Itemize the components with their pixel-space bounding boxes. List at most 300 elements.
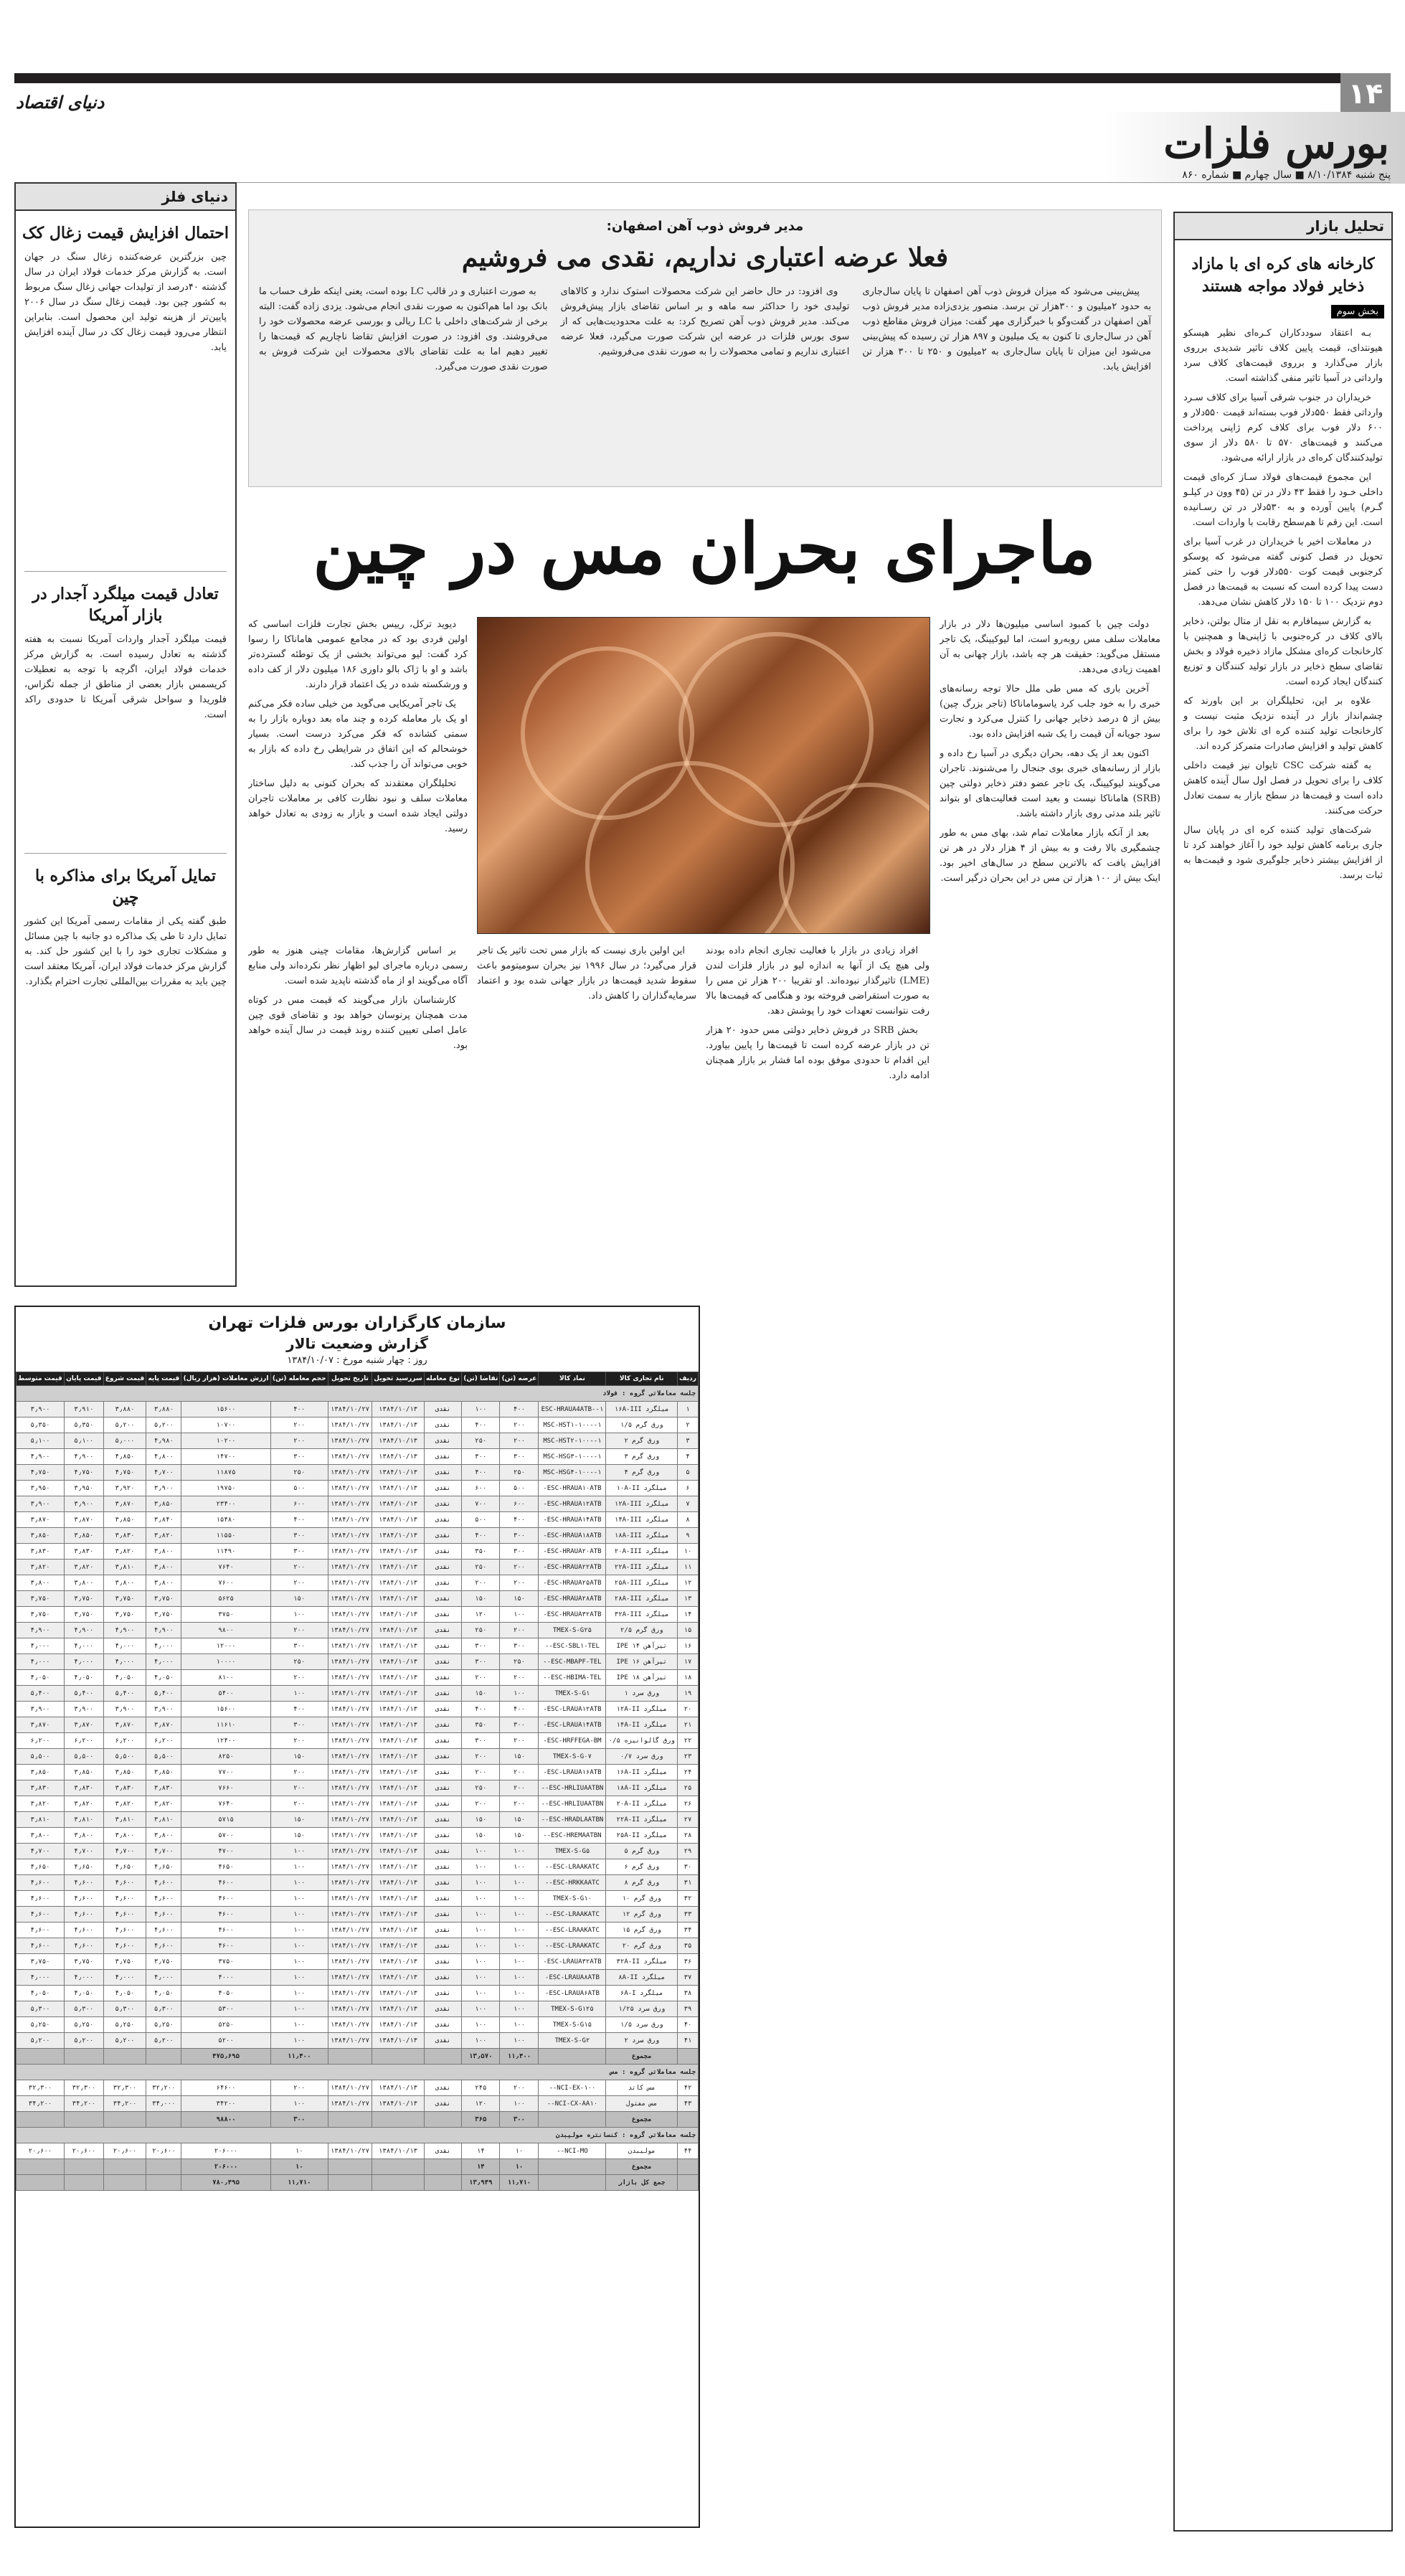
table-cell: ۱۰۰ — [462, 2017, 500, 2033]
table-cell: ۱۰۰ — [500, 2096, 539, 2112]
table-cell: ۷۶۴۰ — [181, 1796, 270, 1812]
table-cell: ۳٫۸۵۰ — [65, 1528, 104, 1544]
table-cell: ۱۳۸۴/۱۰/۲۷ — [328, 1780, 372, 1796]
table-cell: ۱۵۰ — [500, 1812, 539, 1828]
table-cell: ۱۳۸۴/۱۰/۱۳ — [372, 2017, 425, 2033]
main-story-col4 — [477, 943, 696, 1306]
table-cell: ESC-HRAUA4ATB--۱ — [539, 1402, 606, 1417]
table-cell: ۷ — [677, 1496, 698, 1512]
table-cell: ۱۰۰ — [500, 1844, 539, 1859]
table-cell: میلگرد ۲۸A-III — [606, 1591, 678, 1607]
table-cell: ۱۰ — [500, 2159, 539, 2175]
table-cell: میلگرد ۱۴A-II — [606, 1717, 678, 1733]
table-cell: ۳۰۰ — [270, 1528, 328, 1544]
table-cell: ۳٫۸۷۰ — [16, 1717, 65, 1733]
table-cell — [677, 2049, 698, 2065]
table-cell: میلگرد ۲۵A-III — [606, 1575, 678, 1591]
table-cell: ۵۷۱۵ — [181, 1812, 270, 1828]
masthead-bar — [14, 73, 1391, 83]
table-cell: ۵۶۲۵ — [181, 1591, 270, 1607]
table-cell: میلگرد ۱۲A-II — [606, 1702, 678, 1717]
table-row — [16, 1607, 699, 1623]
table-cell: ۴٫۶۰۰ — [146, 1891, 181, 1907]
table-cell: ۱۳۸۴/۱۰/۲۷ — [328, 1765, 372, 1780]
table-cell: ۳٫۹۵۰ — [16, 1481, 65, 1496]
paragraph: به صورت اعتباری و در قالب LC بوده است، یعنی اینکه طرف حساب ما بانک بود اما هم‌اکنون به صورت نقدی انجام می‌شود. یزدی زاده گفت: البته برخی از شرکت‌های داخلی با LC ریالی و بورسی عرضه محصولات خود را می‌فروشند. وی افزود: در صورت افزایش تقاضا ناچاریم که قیمت‌ها را تغییر دهیم اما به علت تقاضای بالای محصولات این شرکت فروش به صورت نقدی صورت می‌گیرد. — [258, 286, 548, 372]
table-row — [16, 2017, 699, 2033]
table-cell: ۱۵۰ — [270, 1591, 328, 1607]
table-cell: ۱۳۸۴/۱۰/۲۷ — [328, 1575, 372, 1591]
table-cell: ESC-LRAUA۱۴ATB- — [539, 1717, 606, 1733]
dateline: پنج شنبه ۸/۱۰/۱۳۸۴ ■ سال چهارم ■ شماره ۸۶۰ — [14, 169, 1391, 183]
table-cell: ۱۳۸۴/۱۰/۲۷ — [328, 1717, 372, 1733]
table-cell: ۱۳۸۴/۱۰/۱۳ — [372, 1922, 425, 1938]
table-cell: ESC-LRAAKATC-- — [539, 1859, 606, 1875]
table-cell: ۱۳۸۴/۱۰/۱۳ — [372, 1670, 425, 1686]
table-cell: ۳۴٫۲۰۰ — [65, 2096, 104, 2112]
table-cell: ۳۲٫۲۰۰ — [146, 2080, 181, 2096]
table-cell: ۵٫۲۰۰ — [103, 2033, 146, 2049]
table-cell: ESC-HRFFEGA-BM- — [539, 1733, 606, 1749]
table-cell: ۵٫۴۰۰ — [103, 1686, 146, 1702]
table-cell: نقدی — [424, 1528, 461, 1544]
table-cell: ۳٫۸۷۰ — [146, 1717, 181, 1733]
table-cell: ۳۰۰ — [500, 1449, 539, 1465]
table-cell: ورق گرم ۸ — [606, 1875, 678, 1891]
table-cell: ۵۲۰۰ — [181, 2033, 270, 2049]
column-header: سررسید تحویل — [372, 1372, 425, 1386]
table-cell: ۱۳۸۴/۱۰/۱۳ — [372, 1528, 425, 1544]
table-cell: ۱۳۸۴/۱۰/۱۳ — [372, 1828, 425, 1844]
table-cell: ۱۴ — [462, 2143, 500, 2159]
table-cell: ۱۰۰ — [270, 2001, 328, 2017]
table-cell: ۳٫۸۷۰ — [16, 1512, 65, 1528]
top-story — [248, 209, 1162, 487]
table-cell: ۳٫۸۲۰ — [16, 1560, 65, 1575]
table-cell: ۱۵۰ — [462, 1812, 500, 1828]
table-cell: ۱۳٫۹۴۹ — [462, 2175, 500, 2191]
table-cell: ورق گرم ۳ — [606, 1449, 678, 1465]
table-cell: ۱۰۰ — [270, 1607, 328, 1623]
table-cell: ۱۰۰ — [500, 2017, 539, 2033]
table-cell: ۱۵۶۰۰ — [181, 1702, 270, 1717]
table-cell: ۴٫۶۰۰ — [65, 1938, 104, 1954]
table-cell: ۱۳۸۴/۱۰/۲۷ — [328, 1970, 372, 1986]
table-cell: ESC-HRLIUAATBN-- — [539, 1796, 606, 1812]
table-row — [16, 1496, 699, 1512]
table-cell: ۴٫۶۰۰ — [65, 1907, 104, 1922]
table-cell: ۱۴ — [677, 1607, 698, 1623]
table-cell: ۲۵۰ — [270, 1465, 328, 1481]
table-cell: ESC-SBL۱-TEL-- — [539, 1638, 606, 1654]
table-cell: ۱۰۰ — [270, 2096, 328, 2112]
table-cell: ESC-HRAUA۲۸ATB- — [539, 1591, 606, 1607]
table-cell: میلگرد ۱۴A-III — [606, 1512, 678, 1528]
table-cell: ۳٫۸۲۰ — [103, 1796, 146, 1812]
table-cell: میلگرد ۲۰A-III — [606, 1544, 678, 1560]
table-cell: ۱۳۸۴/۱۰/۲۷ — [328, 1402, 372, 1417]
table-cell: ۴٫۸۵۰ — [103, 1449, 146, 1465]
table-cell: ۱۰۰ — [462, 1970, 500, 1986]
table-cell: ۱۳۸۴/۱۰/۱۳ — [372, 1544, 425, 1560]
column-header: تاریخ تحویل — [328, 1372, 372, 1386]
table-cell: ۱۰۷۰۰ — [181, 1417, 270, 1433]
table-cell: ۱۳۸۴/۱۰/۲۷ — [328, 1607, 372, 1623]
table-cell: ۴٫۶۰۰ — [65, 1891, 104, 1907]
table-cell: ۴٫۰۰۰ — [146, 1970, 181, 1986]
table-cell: ۱۳۸۴/۱۰/۲۷ — [328, 1859, 372, 1875]
table-cell — [372, 2159, 425, 2175]
table-row — [16, 1528, 699, 1544]
table-cell: ۴٫۹۰۰ — [16, 1623, 65, 1638]
table-cell: ۱۳۸۴/۱۰/۱۳ — [372, 1717, 425, 1733]
table-cell: ۱۳۸۴/۱۰/۲۷ — [328, 1481, 372, 1496]
table-cell: ۲۳۴۰۰ — [181, 1496, 270, 1512]
table-cell: ۴٫۰۰۰ — [146, 1654, 181, 1670]
table-row — [16, 1433, 699, 1449]
table-cell — [677, 2175, 698, 2191]
paragraph: این مجموع قیمت‌های فولاد سـاز کره‌ای قیمت داخلی خـود را فقط ۴۳ دلار در تن (۴۵ وون در کیلـو گـرم) پایین آورده و به ۵۳۰دلار در تن رسـانیده است. این رقم تا هم‌سطح رقابت با واردات است. — [1183, 472, 1383, 528]
table-cell: ۳٫۸۳۰ — [65, 1544, 104, 1560]
table-row — [16, 1560, 699, 1575]
table-cell: ۱۲۰ — [462, 1607, 500, 1623]
paragraph: دیوید ترکل، رییس بخش تجارت فلزات اساسی که اولین فردی بود که در مجامع عمومی هاماناکا را رسوا کرد گفت: لیو می‌تواند بخشی از یک توطئه گسترده‌تر باشد و او با ژاک بالو داوری ۱۸۶ میلیون دلار از کف داده و ورشکسته شده در یک اعتماد قرار دارند. — [248, 619, 468, 690]
table-cell: ۱۳۸۴/۱۰/۱۳ — [372, 1417, 425, 1433]
table-row — [16, 1654, 699, 1670]
table-cell: نقدی — [424, 1796, 461, 1812]
table-cell: ۴۰ — [677, 2017, 698, 2033]
table-cell: ۱۳۸۴/۱۰/۱۳ — [372, 1496, 425, 1512]
table-row — [16, 1465, 699, 1481]
table-cell: ۳۰ — [677, 1859, 698, 1875]
table-cell — [103, 2112, 146, 2128]
paragraph: بـه اعتقاد سوددکاران کـره‌ای نظیر هیسکو هیونتدای، قیمت پایین کلاف تاثیر شدیدی برروی بازار می‌گذارد و برروی قیمت‌های کلاف سرد وارداتی در آسیا تاثیر منفی گذاشته است. — [1183, 328, 1383, 384]
table-cell: نقدی — [424, 1717, 461, 1733]
table-cell: ۳٫۸۳۰ — [103, 1528, 146, 1544]
table-cell: ۱۰۰ — [500, 2001, 539, 2017]
group-row: جلسه معاملاتی گروه : فولاد — [16, 1386, 699, 1402]
table-cell: ۱۳۸۴/۱۰/۲۷ — [328, 1954, 372, 1970]
table-cell: ۸۲۵۰ — [181, 1749, 270, 1765]
main-headline: ماجرای بحران مس در چین — [313, 508, 1096, 589]
table-cell: ۳٫۷۵۰ — [16, 1607, 65, 1623]
table-cell: ۱۳۸۴/۱۰/۱۳ — [372, 1433, 425, 1449]
table-cell: ۱۰۰ — [500, 1922, 539, 1938]
table-cell: ۴٫۰۵۰ — [65, 1670, 104, 1686]
table-cell: ۴٫۹۰۰ — [103, 1623, 146, 1638]
table-cell: ۲۰۰ — [500, 1670, 539, 1686]
table-cell: ۱۳۸۴/۱۰/۱۳ — [372, 1796, 425, 1812]
table-cell: ۱۰۰ — [270, 1859, 328, 1875]
column-header: ارزش معاملات (هزار ریال) — [181, 1372, 270, 1386]
table-cell: تیرآهن ۱۸ IPE — [606, 1670, 678, 1686]
table-cell: ۵٫۲۰۰ — [146, 2033, 181, 2049]
table-cell: ۲۰٫۶۰۰ — [16, 2143, 65, 2159]
table-cell: ۲۰۰ — [462, 1670, 500, 1686]
table-cell: ۴٫۰۰۰ — [65, 1654, 104, 1670]
table-row — [16, 2001, 699, 2017]
table-cell: ۵٫۲۰۰ — [65, 2033, 104, 2049]
table-cell: ۲۱ — [677, 1717, 698, 1733]
table-cell: ۳٫۸۷۰ — [103, 1717, 146, 1733]
table-cell: ۳۶۵ — [462, 2112, 500, 2128]
table-cell: ۵٫۳۵۰ — [65, 1417, 104, 1433]
table-cell: ۱۳۸۴/۱۰/۱۳ — [372, 1591, 425, 1607]
table-cell: ۵٫۳۰۰ — [103, 2001, 146, 2017]
table-cell: ۱۱٫۴۰۰ — [500, 2049, 539, 2065]
table-cell: ۱۳۸۴/۱۰/۲۷ — [328, 1623, 372, 1638]
table-cell: ۵٫۳۰۰ — [16, 2001, 65, 2017]
table-cell: ورق گرم ۵ — [606, 1844, 678, 1859]
table-cell: ۵٫۲۵۰ — [103, 2017, 146, 2033]
table-cell: ۱۲۴۰۰ — [181, 1733, 270, 1749]
table-cell: ۵٫۵۰۰ — [103, 1749, 146, 1765]
table-cell: ۵٫۴۰۰ — [16, 1686, 65, 1702]
table-cell: ۱۰۰ — [500, 1938, 539, 1954]
copper-coils-photo — [477, 617, 930, 934]
table-cell: ۴٫۶۵۰ — [65, 1859, 104, 1875]
paragraph: خریداران در جنوب شرقی آسیا برای کلاف سـرد وارداتی فقط ۵۵۰دلار فوب بسته‌اند قیمت ۵۵۰دلار و ۶۰۰ دلار فوب برای کلاف کرم ژاپنی پرداخت می‌کنند و قیمت‌های ۵۷۰ تا ۵۸۰ دلار از سوی تولیدکنندگان کره‌ای در بازار ارائه می‌شود. — [1183, 392, 1383, 463]
table-cell: ورق گرم ۱۰ — [606, 1891, 678, 1907]
table-cell: ۲۲ — [677, 1733, 698, 1749]
table-cell — [146, 2175, 181, 2191]
table-cell: نقدی — [424, 1638, 461, 1654]
table-cell — [424, 2159, 461, 2175]
table-cell: ۴٫۰۵۰ — [103, 1670, 146, 1686]
table-cell: ۳٫۸۷۰ — [103, 1496, 146, 1512]
table-cell: ۹۸۰۰ — [181, 1623, 270, 1638]
table-cell: ۱۰۰ — [500, 1686, 539, 1702]
table-cell: ۴۶۰۰ — [181, 1922, 270, 1938]
table-cell: ۳۷۵۰ — [181, 1954, 270, 1970]
column-header: حجم معامله (تن) — [270, 1372, 328, 1386]
table-cell — [146, 2159, 181, 2175]
table-cell: ۱۳۸۴/۱۰/۲۷ — [328, 1449, 372, 1465]
table-cell: ۲۴ — [677, 1765, 698, 1780]
left-story-body: طبق گفته یکی از مقامات رسمی آمریکا این کشور تمایل دارد تا طی یک مذاکره دو جانبه با چین مسائل و مشکلات تجاری خود را با این کشور حل کند. به گزارش مرکز خدمات فولاد ایران، آمریکا معتقد است چین باید به مقررات بین‌المللی تجارت احترام بگذارد. — [24, 916, 227, 987]
table-cell: ۱۳۸۴/۱۰/۲۷ — [328, 1828, 372, 1844]
table-cell: ۲۵۰ — [462, 1433, 500, 1449]
table-cell: ESC-LRAAKATC-- — [539, 1938, 606, 1954]
table-cell: ۳٫۷۵۰ — [103, 1607, 146, 1623]
table-cell: ۳٫۸۳۰ — [146, 1780, 181, 1796]
table-cell — [65, 2159, 104, 2175]
table-cell: ۱۰۰ — [500, 1986, 539, 2001]
table-cell: ۳۵ — [677, 1938, 698, 1954]
table-cell: ۱۳۸۴/۱۰/۲۷ — [328, 1544, 372, 1560]
table-cell: ۲۰۰ — [500, 1623, 539, 1638]
table-cell: ۱۳۸۴/۱۰/۱۳ — [372, 1907, 425, 1922]
table-cell: ۳٫۹۱۰ — [65, 1402, 104, 1417]
table-cell: نقدی — [424, 1591, 461, 1607]
table-cell: ۳٫۸۱۰ — [146, 1812, 181, 1828]
table-cell: ۳٫۸۸۰ — [146, 1402, 181, 1417]
table-cell: ۶۰۰ — [500, 1496, 539, 1512]
top-story-kicker: مدیر فروش ذوب آهن اصفهان: — [606, 219, 804, 234]
table-cell: نقدی — [424, 2033, 461, 2049]
table-cell: ۳۰۰ — [270, 2112, 328, 2128]
table-cell: ۷۸۰٫۴۹۵ — [181, 2175, 270, 2191]
table-cell: ۴٫۶۰۰ — [103, 1938, 146, 1954]
table-cell: ۱۳۸۴/۱۰/۲۷ — [328, 1844, 372, 1859]
left-column-header: دنیای فلز — [16, 184, 235, 211]
table-cell: TMEX-S-G۱۲۵ — [539, 2001, 606, 2017]
table-cell: نقدی — [424, 1449, 461, 1465]
table-cell: ۱۳۸۴/۱۰/۱۳ — [372, 1780, 425, 1796]
table-cell: ۳۴ — [677, 1922, 698, 1938]
table-cell: ۶٫۲۰۰ — [65, 1733, 104, 1749]
table-cell: ESC-HRAUA۲۲ATB- — [539, 1560, 606, 1575]
table-cell: ۴٫۸۰۰ — [146, 1449, 181, 1465]
table-cell: نقدی — [424, 2017, 461, 2033]
table-cell: ۳٫۹۵۰ — [65, 1481, 104, 1496]
table-cell: نقدی — [424, 1560, 461, 1575]
table-cell: نقدی — [424, 1986, 461, 2001]
table-cell: TMEX-S-G۱ — [539, 1686, 606, 1702]
table-cell — [539, 2112, 606, 2128]
table-cell: ورق گرم ۲/۵ — [606, 1623, 678, 1638]
table-cell: ۱۰۰ — [462, 1986, 500, 2001]
column-header: قیمت پایه — [146, 1372, 181, 1386]
table-cell: مس کاتد — [606, 2080, 678, 2096]
table-cell: ESC-HRAUA۲۰ATB- — [539, 1544, 606, 1560]
table-cell: ۳٫۸۳۰ — [16, 1780, 65, 1796]
column-header: عرضه (تن) — [500, 1372, 539, 1386]
table-cell: ۳٫۸۳۰ — [16, 1544, 65, 1560]
table-cell: ۱۳۸۴/۱۰/۱۳ — [372, 1449, 425, 1465]
table-cell: ۴٫۶۰۰ — [103, 1907, 146, 1922]
table-cell: ورق گرم ۲۰ — [606, 1938, 678, 1954]
table-cell: ۱۲۰۰۰ — [181, 1638, 270, 1654]
table-cell: ۱۳۸۴/۱۰/۱۳ — [372, 1812, 425, 1828]
group-row: جلسه معاملاتی گروه : مس — [16, 2065, 699, 2080]
table-cell: ESC-HRKKAATC-- — [539, 1875, 606, 1891]
table-cell: ۳۲ — [677, 1891, 698, 1907]
table-cell: ۲۰۰ — [270, 1780, 328, 1796]
table-cell: ۵٫۳۰۰ — [65, 2001, 104, 2017]
table-cell: ۳۰۰ — [462, 1638, 500, 1654]
table-row — [16, 1859, 699, 1875]
table-cell: ۴۴ — [677, 2143, 698, 2159]
table-cell: MSC-HST۱-۱۰۰--۱ — [539, 1417, 606, 1433]
table-cell: ورق گرم ۱۵ — [606, 1922, 678, 1938]
table-cell: ۳۴٫۲۰۰ — [103, 2096, 146, 2112]
table-cell: ۳٫۸۸۰ — [103, 1402, 146, 1417]
table-cell: ۱۰ — [500, 2143, 539, 2159]
table-cell: ۱۵۴۸۰ — [181, 1512, 270, 1528]
table-cell: نقدی — [424, 1607, 461, 1623]
table-cell: ۴٫۶۰۰ — [146, 1907, 181, 1922]
table-cell: ۳٫۸۰۰ — [146, 1560, 181, 1575]
table-cell: ۲۰۰ — [462, 1575, 500, 1591]
table-cell: ۱۳۸۴/۱۰/۲۷ — [328, 1875, 372, 1891]
table-cell: ۳٫۷۵۰ — [146, 1954, 181, 1970]
table-cell: ۱۰۰ — [500, 1859, 539, 1875]
top-story-headline: فعلا عرضه اعتباری نداریم، نقدی می فروشیم — [461, 242, 949, 273]
table-row — [16, 1891, 699, 1907]
table-cell: ۴٫۷۵۰ — [65, 1465, 104, 1481]
table-cell: مجموع — [606, 2049, 678, 2065]
table-cell: ورق گرم ۴ — [606, 1465, 678, 1481]
table-cell — [146, 2049, 181, 2065]
table-cell: ۲۰۰ — [270, 1796, 328, 1812]
table-cell: ۱۳ — [677, 1591, 698, 1607]
paragraph: بعد از آنکه بازار معاملات تمام شد، بهای مس به طور چشمگیری بالا رفت و به بیش از ۴ هزار دلار در هر تن افزایش یافت که بالاترین سطح در سال‌های اخیر بود. اینک بیش از ۱۰۰ هزار تن مس در این بحران درگیر است. — [940, 828, 1160, 884]
table-cell: ۳۲٫۳۰۰ — [16, 2080, 65, 2096]
table-cell: میلگرد ۲۲A-II — [606, 1812, 678, 1828]
table-row — [16, 1922, 699, 1938]
table-cell — [16, 2159, 65, 2175]
table-cell: ۱۳۸۴/۱۰/۲۷ — [328, 1986, 372, 2001]
table-cell: تیرآهن ۱۴ IPE — [606, 1638, 678, 1654]
table-cell: ۵٫۵۰۰ — [65, 1749, 104, 1765]
table-cell: ۳٫۹۰۰ — [16, 1702, 65, 1717]
table-cell: ۱۰۰ — [270, 1970, 328, 1986]
table-cell: ۱۳۸۴/۱۰/۲۷ — [328, 2143, 372, 2159]
table-cell: ۲۰۰ — [462, 1765, 500, 1780]
brand-logo: دنیای اقتصاد — [16, 92, 105, 113]
table-cell: ۶۴۶۰۰ — [181, 2080, 270, 2096]
table-cell: ۱۰۰ — [500, 1907, 539, 1922]
table-cell: ۳۵۰ — [462, 1717, 500, 1733]
paragraph: در معاملات اخیر با خریداران در غرب آسیا برای تحویل در فصل کنونی گفته می‌شود که پوسکو کرجنوبی قیمت کوت ۵۵۰دلار فوب را حتی کمتر دست پیدا کرده است که نسبت به قیمت‌ها در فصل دوم نزدیک ۱۰۰ تا ۱۵۰ دلار کاهش نشان می‌دهد. — [1183, 537, 1383, 608]
table-row — [16, 1780, 699, 1796]
table-cell: ۳۳ — [677, 1907, 698, 1922]
table-cell: ۳٫۸۰۰ — [146, 1575, 181, 1591]
table-cell: ۲۵۰ — [500, 1465, 539, 1481]
table-cell: نقدی — [424, 2143, 461, 2159]
table-row — [16, 1765, 699, 1780]
table-cell: ۳۰۰ — [270, 1717, 328, 1733]
table-cell: ۱۳۸۴/۱۰/۲۷ — [328, 1796, 372, 1812]
table-cell: ۱۰۰ — [270, 1844, 328, 1859]
table-cell: ۱۳۸۴/۱۰/۲۷ — [328, 1686, 372, 1702]
table-cell: ۱۰۰ — [462, 1875, 500, 1891]
table-cell: مجموع — [606, 2112, 678, 2128]
table-cell: ۱۳۸۴/۱۰/۲۷ — [328, 2017, 372, 2033]
table-cell: ۱۵۰ — [462, 1591, 500, 1607]
table-cell: ۳٫۷۵۰ — [16, 1954, 65, 1970]
table-cell — [539, 2175, 606, 2191]
table-cell: ۱۰۰ — [500, 1954, 539, 1970]
table-cell: ۱۵۰ — [462, 1828, 500, 1844]
table-cell: نقدی — [424, 1417, 461, 1433]
table-cell: میلگرد ۲۲A-III — [606, 1560, 678, 1575]
table-cell: ۱۵ — [677, 1623, 698, 1638]
table-cell: ESC-HRAUA۱۲ATB- — [539, 1496, 606, 1512]
table-cell: ۲۰۰ — [500, 1560, 539, 1575]
table-cell: ۳٫۷۵۰ — [65, 1954, 104, 1970]
table-cell: ۶۰۰ — [270, 1496, 328, 1512]
table-cell: ۴٫۰۵۰ — [65, 1986, 104, 2001]
table-cell: ۲۰۰ — [270, 1623, 328, 1638]
table-cell: ۱۰۰ — [462, 1844, 500, 1859]
market-table — [16, 1372, 699, 2191]
table-cell: ۴٫۷۰۰ — [146, 1465, 181, 1481]
table-row — [16, 1828, 699, 1844]
table-cell: ۲ — [677, 1417, 698, 1433]
table-cell: ۳٫۹۰۰ — [65, 1496, 104, 1512]
table-cell: ورق سرد ۰/۷ — [606, 1749, 678, 1765]
table-cell: نقدی — [424, 1812, 461, 1828]
table-cell: ۳٫۷۵۰ — [103, 1591, 146, 1607]
table-cell: ۱۰۰ — [270, 1686, 328, 1702]
table-cell: ۴٫۶۰۰ — [16, 1907, 65, 1922]
table-cell: مس مفتول — [606, 2096, 678, 2112]
table-cell: ۸۱۰۰ — [181, 1670, 270, 1686]
table-cell: میلگرد ۲۰A-II — [606, 1796, 678, 1812]
table-cell: ۳٫۸۵۰ — [16, 1765, 65, 1780]
